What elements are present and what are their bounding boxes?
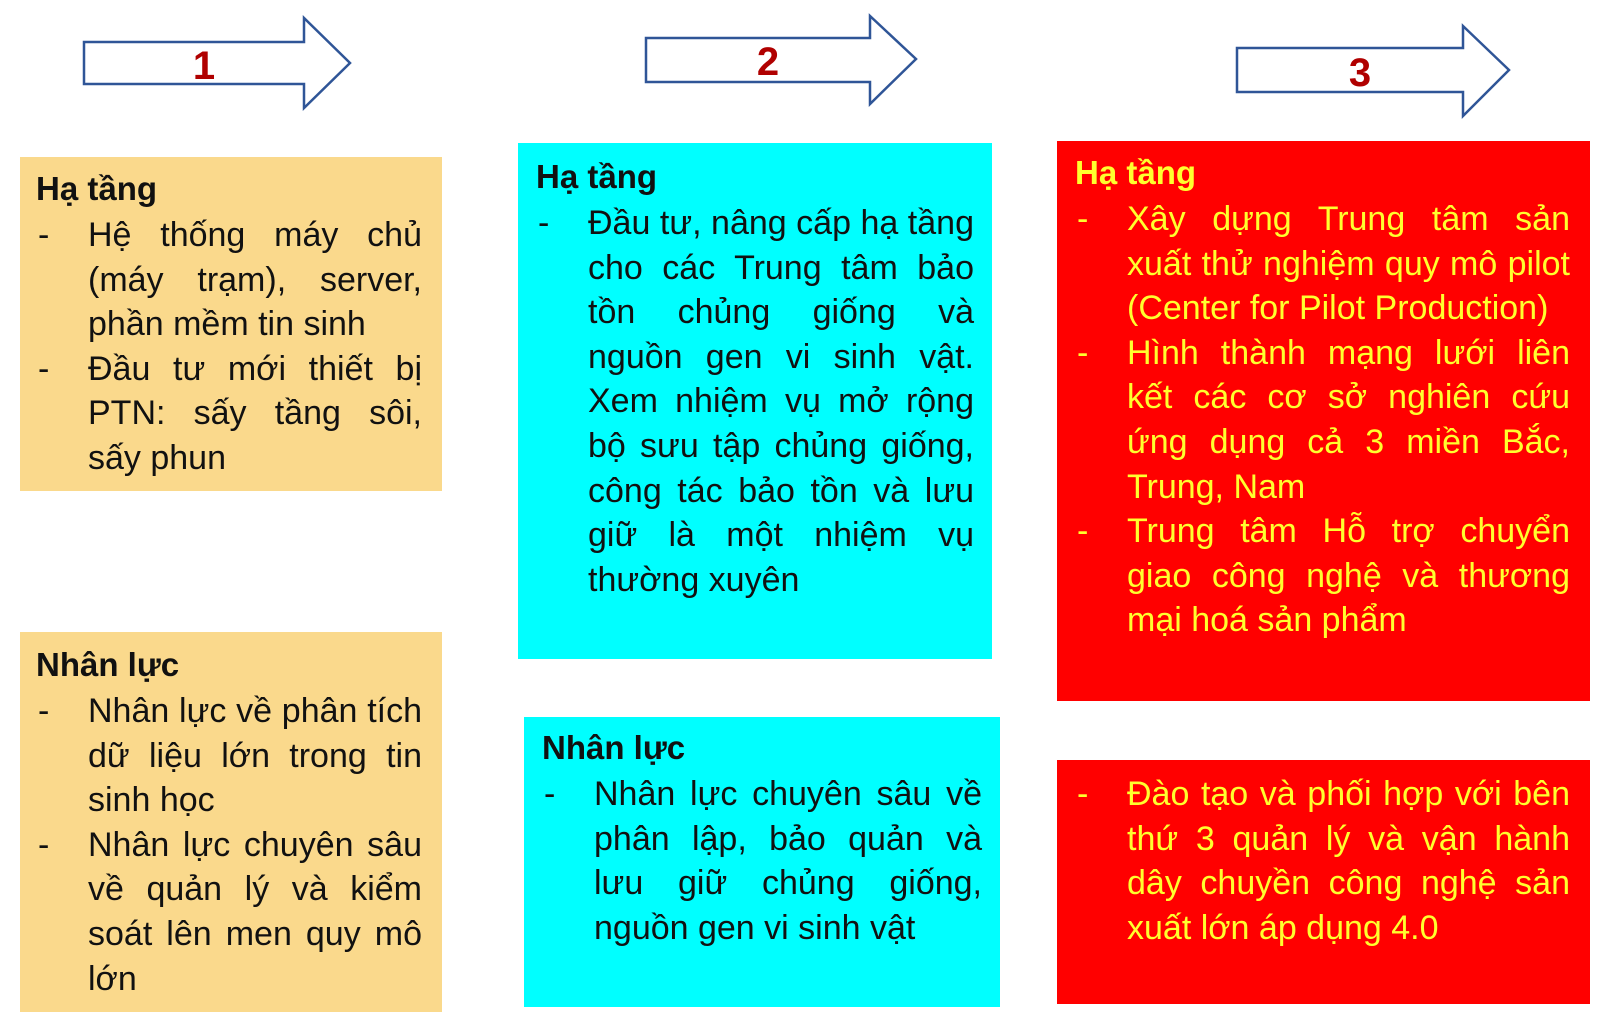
list-item-text: Đào tạo và phối hợp với bên thứ 3 quản lý và vận hành dây chuyền công nghệ sản xuất lớn áp dụng 4.0 [1127,775,1570,947]
list-dash: - [38,692,50,730]
list-item [1075,197,1570,331]
step-arrow-3 [1235,24,1511,120]
list-item-text: Nhân lực chuyên sâu về phân lập, bảo quản và lưu giữ chủng giống, nguồn gen vi sinh vật [594,775,982,947]
list-item [36,213,422,347]
step-number-1: 1 [192,44,216,88]
list-item-text: Đầu tư, nâng cấp hạ tầng cho các Trung tâm bảo tồn chủng giống và nguồn gen vi sinh vật. Xem nhiệm vụ mở rộng bộ sưu tập chủng giống, công tác bảo tồn và lưu giữ là một nhiệm vụ thường xuyên [588,204,974,599]
column-1-human-resources-title: Nhân lực [36,646,180,683]
step-number-2: 2 [756,40,780,84]
list-item-text: Nhân lực chuyên sâu về quản lý và kiểm soát lên men quy mô lớn [88,825,422,998]
list-dash: - [38,216,50,254]
column-3-infrastructure-title: Hạ tầng [1075,154,1197,191]
column-2-human-resources-box [524,717,1000,1007]
column-1-infrastructure-box [20,157,442,491]
column-1-human-resources-box [20,632,442,1012]
column-2-human-resources-title: Nhân lực [542,729,686,766]
column-2-infrastructure-title: Hạ tầng [536,158,658,195]
list-dash: - [544,775,556,813]
list-dash: - [538,204,550,242]
list-item [536,201,974,602]
list-item [36,347,422,481]
list-item [36,689,422,823]
list-dash: - [38,349,50,388]
list-dash: - [1077,333,1089,372]
list-item [1075,331,1570,509]
list-item-text: Đầu tư mới thiết bị PTN: sấy tầng sôi, sấy phun [88,349,422,477]
list-dash: - [1077,775,1089,813]
column-2-infrastructure-box [518,143,992,659]
step-number-3: 3 [1348,51,1372,95]
list-item-text: Xây dựng Trung tâm sản xuất thử nghiệm quy mô pilot (Center for Pilot Production) [1127,200,1570,328]
list-dash: - [1077,512,1089,551]
list-item-text: Hệ thống máy chủ (máy trạm), server, phần mềm tin sinh [88,216,422,344]
list-item-text: Hình thành mạng lưới liên kết các cơ sở nghiên cứu ứng dụng cả 3 miền Bắc, Trung, Nam [1127,333,1570,506]
list-item-text: Nhân lực về phân tích dữ liệu lớn trong tin sinh học [88,692,422,820]
list-item [36,823,422,1001]
list-dash: - [1077,200,1089,238]
step-arrow-1 [82,16,354,112]
list-item [1075,509,1570,643]
step-arrow-2 [644,14,918,110]
list-dash: - [38,825,50,864]
column-1-infrastructure-title: Hạ tầng [36,170,158,207]
column-3-human-resources-box [1057,760,1590,1004]
list-item [542,772,982,950]
list-item-text: Trung tâm Hỗ trợ chuyển giao công nghệ và thương mại hoá sản phẩm [1127,512,1570,640]
list-item [1075,772,1570,950]
column-3-infrastructure-box [1057,141,1590,701]
